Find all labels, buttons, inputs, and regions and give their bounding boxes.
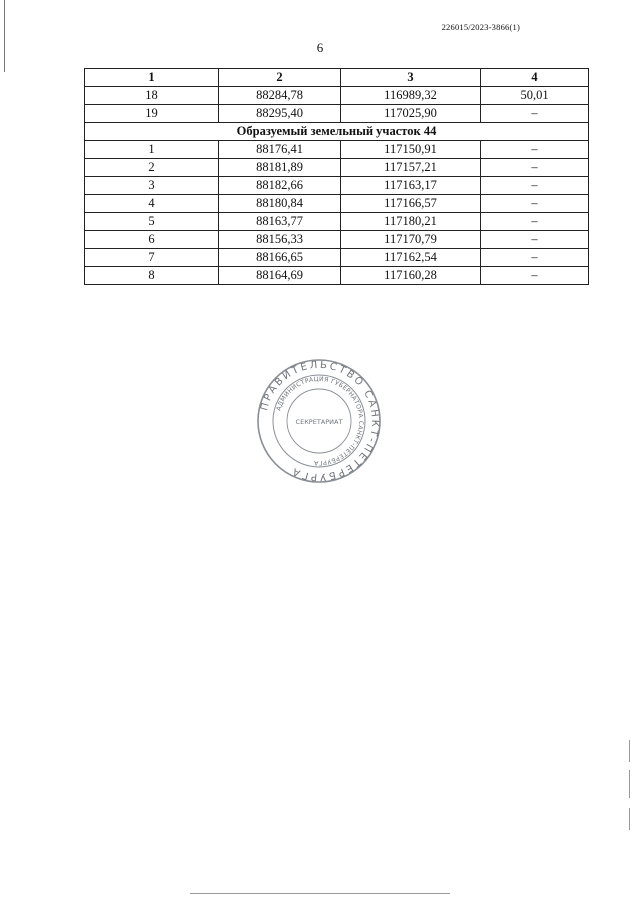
segment-length: – bbox=[481, 105, 589, 123]
coord-x: 88176,41 bbox=[219, 141, 341, 159]
point-number: 2 bbox=[85, 159, 219, 177]
section-title: Образуемый земельный участок 44 bbox=[85, 123, 589, 141]
coord-y: 117163,17 bbox=[341, 177, 481, 195]
point-number: 7 bbox=[85, 249, 219, 267]
coord-x: 88163,77 bbox=[219, 213, 341, 231]
column-header: 4 bbox=[481, 69, 589, 87]
segment-length: – bbox=[481, 231, 589, 249]
column-header: 2 bbox=[219, 69, 341, 87]
coord-x: 88284,78 bbox=[219, 87, 341, 105]
coord-y: 116989,32 bbox=[341, 87, 481, 105]
seal-center-text: СЕКРЕТАРИАТ bbox=[295, 418, 343, 426]
point-number: 5 bbox=[85, 213, 219, 231]
segment-length: – bbox=[481, 267, 589, 285]
point-number: 8 bbox=[85, 267, 219, 285]
segment-length: – bbox=[481, 177, 589, 195]
page-number: 6 bbox=[316, 40, 324, 55]
point-number: 4 bbox=[85, 195, 219, 213]
coordinates-table bbox=[84, 68, 589, 285]
seal-outer-text: ПРАВИТЕЛЬСТВО САНКТ-ПЕТЕРБУРГА bbox=[259, 359, 381, 483]
table-row bbox=[85, 177, 589, 195]
table-row bbox=[85, 267, 589, 285]
point-number: 3 bbox=[85, 177, 219, 195]
point-number: 1 bbox=[85, 141, 219, 159]
table-row bbox=[85, 159, 589, 177]
scan-edge-mark bbox=[629, 770, 630, 798]
table-row bbox=[85, 141, 589, 159]
point-number: 18 bbox=[85, 87, 219, 105]
segment-length: – bbox=[481, 159, 589, 177]
coord-x: 88156,33 bbox=[219, 231, 341, 249]
segment-length: – bbox=[481, 141, 589, 159]
coord-y: 117162,54 bbox=[341, 249, 481, 267]
segment-length: – bbox=[481, 213, 589, 231]
coord-y: 117180,21 bbox=[341, 213, 481, 231]
column-header: 1 bbox=[85, 69, 219, 87]
table-row bbox=[85, 249, 589, 267]
table-row bbox=[85, 87, 589, 105]
segment-length: – bbox=[481, 195, 589, 213]
table-row bbox=[85, 231, 589, 249]
document-id: 226015/2023-3866(1) bbox=[441, 22, 520, 32]
seal-inner-text: АДМИНИСТРАЦИЯ ГУБЕРНАТОРА САНКТ-ПЕТЕРБУРГА bbox=[275, 375, 365, 467]
column-header: 3 bbox=[341, 69, 481, 87]
coord-x: 88181,89 bbox=[219, 159, 341, 177]
scan-edge-mark bbox=[629, 808, 630, 830]
coord-y: 117025,90 bbox=[341, 105, 481, 123]
scan-bottom-rule bbox=[190, 893, 450, 894]
scan-edge-mark bbox=[629, 740, 630, 762]
point-number: 6 bbox=[85, 231, 219, 249]
table-row bbox=[85, 105, 589, 123]
coord-x: 88295,40 bbox=[219, 105, 341, 123]
coord-y: 117170,79 bbox=[341, 231, 481, 249]
coord-x: 88164,69 bbox=[219, 267, 341, 285]
table-header-row bbox=[85, 69, 589, 87]
coord-x: 88166,65 bbox=[219, 249, 341, 267]
segment-length: – bbox=[481, 249, 589, 267]
point-number: 19 bbox=[85, 105, 219, 123]
official-seal bbox=[256, 358, 382, 484]
scan-edge-mark bbox=[4, 0, 5, 72]
coord-y: 117157,21 bbox=[341, 159, 481, 177]
coord-x: 88180,84 bbox=[219, 195, 341, 213]
table-row bbox=[85, 195, 589, 213]
segment-length: 50,01 bbox=[481, 87, 589, 105]
section-row bbox=[85, 123, 589, 141]
coord-y: 117150,91 bbox=[341, 141, 481, 159]
coord-x: 88182,66 bbox=[219, 177, 341, 195]
coord-y: 117160,28 bbox=[341, 267, 481, 285]
table-row bbox=[85, 213, 589, 231]
coord-y: 117166,57 bbox=[341, 195, 481, 213]
